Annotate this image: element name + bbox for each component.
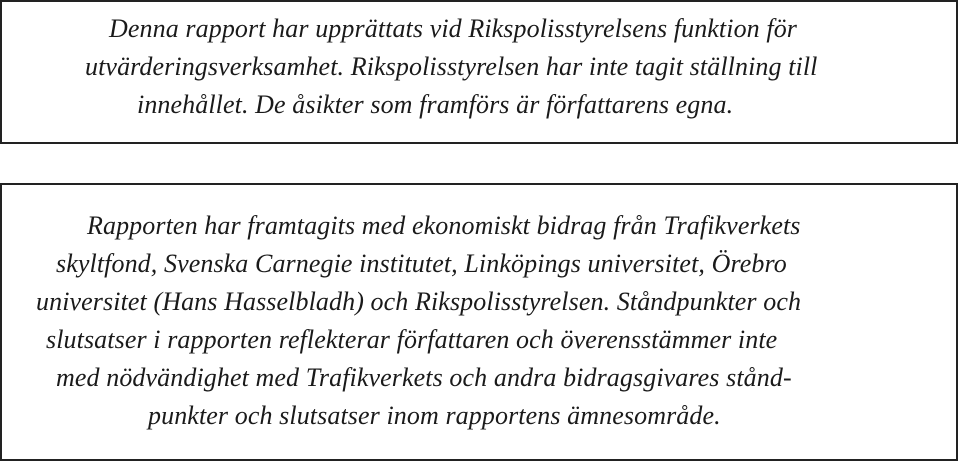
disclaimer-box (0, 0, 958, 144)
funding-line: skyltfond, Svenska Carnegie institutet, Linköpings universitet, Örebro (56, 249, 787, 278)
funding-line: med nödvändighet med Trafikverkets och andra bidragsgivares stånd- (56, 363, 792, 392)
funding-line: universitet (Hans Hasselbladh) och Rikspolisstyrelsen. Ståndpunkter och (36, 287, 802, 316)
funding-line: punkter och slutsatser inom rapportens ämnesområde. (148, 401, 721, 430)
disclaimer-line: innehållet. De åsikter som framförs är författarens egna. (137, 90, 734, 119)
funding-box (0, 183, 958, 461)
funding-line: Rapporten har framtagits med ekonomiskt bidrag från Trafikverkets (87, 211, 801, 240)
funding-line: slutsatser i rapporten reflekterar författaren och överensstämmer inte (46, 325, 778, 354)
disclaimer-line: utvärderingsverksamhet. Rikspolisstyrelsen har inte tagit ställning till (85, 52, 818, 81)
disclaimer-line: Denna rapport har upprättats vid Rikspolisstyrelsens funktion för (109, 14, 798, 43)
